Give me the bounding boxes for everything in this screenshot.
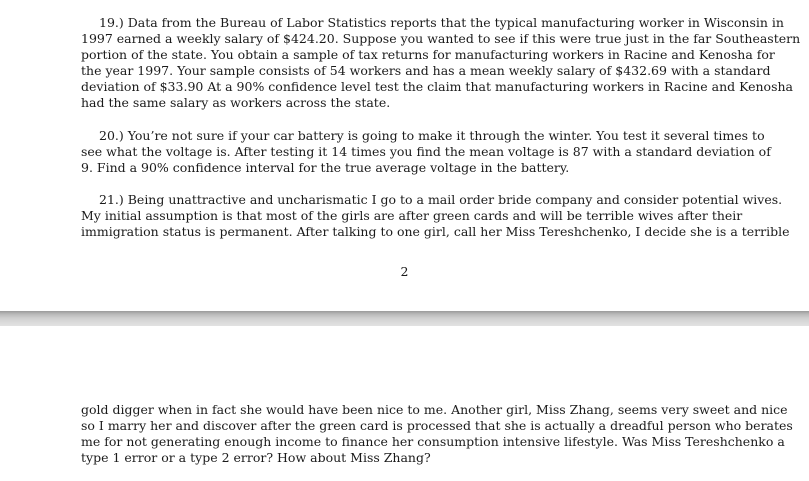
problem-19-line-1: 19.) Data from the Bureau of Labor Statistics reports that the typical manufacturing worker in Wisconsin in: [99, 15, 784, 30]
problem-19: [81, 15, 801, 111]
problem-19-line-3: portion of the state. You obtain a sample of tax returns for manufacturing workers in Racine and Kenosha for: [81, 47, 775, 62]
problem-21-cont-line-2: so I marry her and discover after the green card is processed that she is actually a dreadful person who berates: [81, 418, 793, 433]
problem-21: [81, 192, 790, 240]
problem-20: [81, 128, 771, 176]
problem-21-line-2: My initial assumption is that most of the girls are after green cards and will be terrible wives after their: [81, 208, 743, 223]
problem-20-line-1: 20.) You’re not sure if your car battery is going to make it through the winter. You test it several times to: [99, 128, 765, 143]
problem-21-cont-line-4: type 1 error or a type 2 error? How about Miss Zhang?: [81, 450, 431, 465]
problem-21-continued: [81, 402, 793, 466]
problem-21-line-1: 21.) Being unattractive and uncharismatic I go to a mail order bride company and consider potential wives.: [99, 192, 783, 207]
page-separator: [0, 311, 809, 326]
problem-19-line-4: the year 1997. Your sample consists of 54 workers and has a mean weekly salary of $432.69 with a standard: [81, 63, 771, 78]
problem-19-line-2: 1997 earned a weekly salary of $424.20. Suppose you wanted to see if this were true just in the far Southeastern: [81, 31, 801, 46]
problem-21-cont-line-3: me for not generating enough income to finance her consumption intensive lifestyle. Was Miss Tereshchenko a: [81, 434, 785, 449]
problem-19-line-6: had the same salary as workers across the state.: [81, 95, 391, 110]
problem-20-line-3: 9. Find a 90% confidence interval for the true average voltage in the battery.: [81, 160, 570, 175]
problem-21-cont-line-1: gold digger when in fact she would have been nice to me. Another girl, Miss Zhang, seems very sweet and nice: [81, 402, 788, 417]
problem-19-line-5: deviation of $33.90 At a 90% confidence level test the claim that manufacturing workers in Racine and Kenosha: [81, 79, 793, 94]
page-number: 2: [400, 264, 409, 279]
problem-21-line-3: immigration status is permanent. After talking to one girl, call her Miss Tereshchenko, I decide she is a terrible: [81, 224, 790, 239]
problem-20-line-2: see what the voltage is. After testing it 14 times you find the mean voltage is 87 with a standard deviation of: [81, 144, 771, 159]
document-page-bottom: [0, 326, 809, 481]
